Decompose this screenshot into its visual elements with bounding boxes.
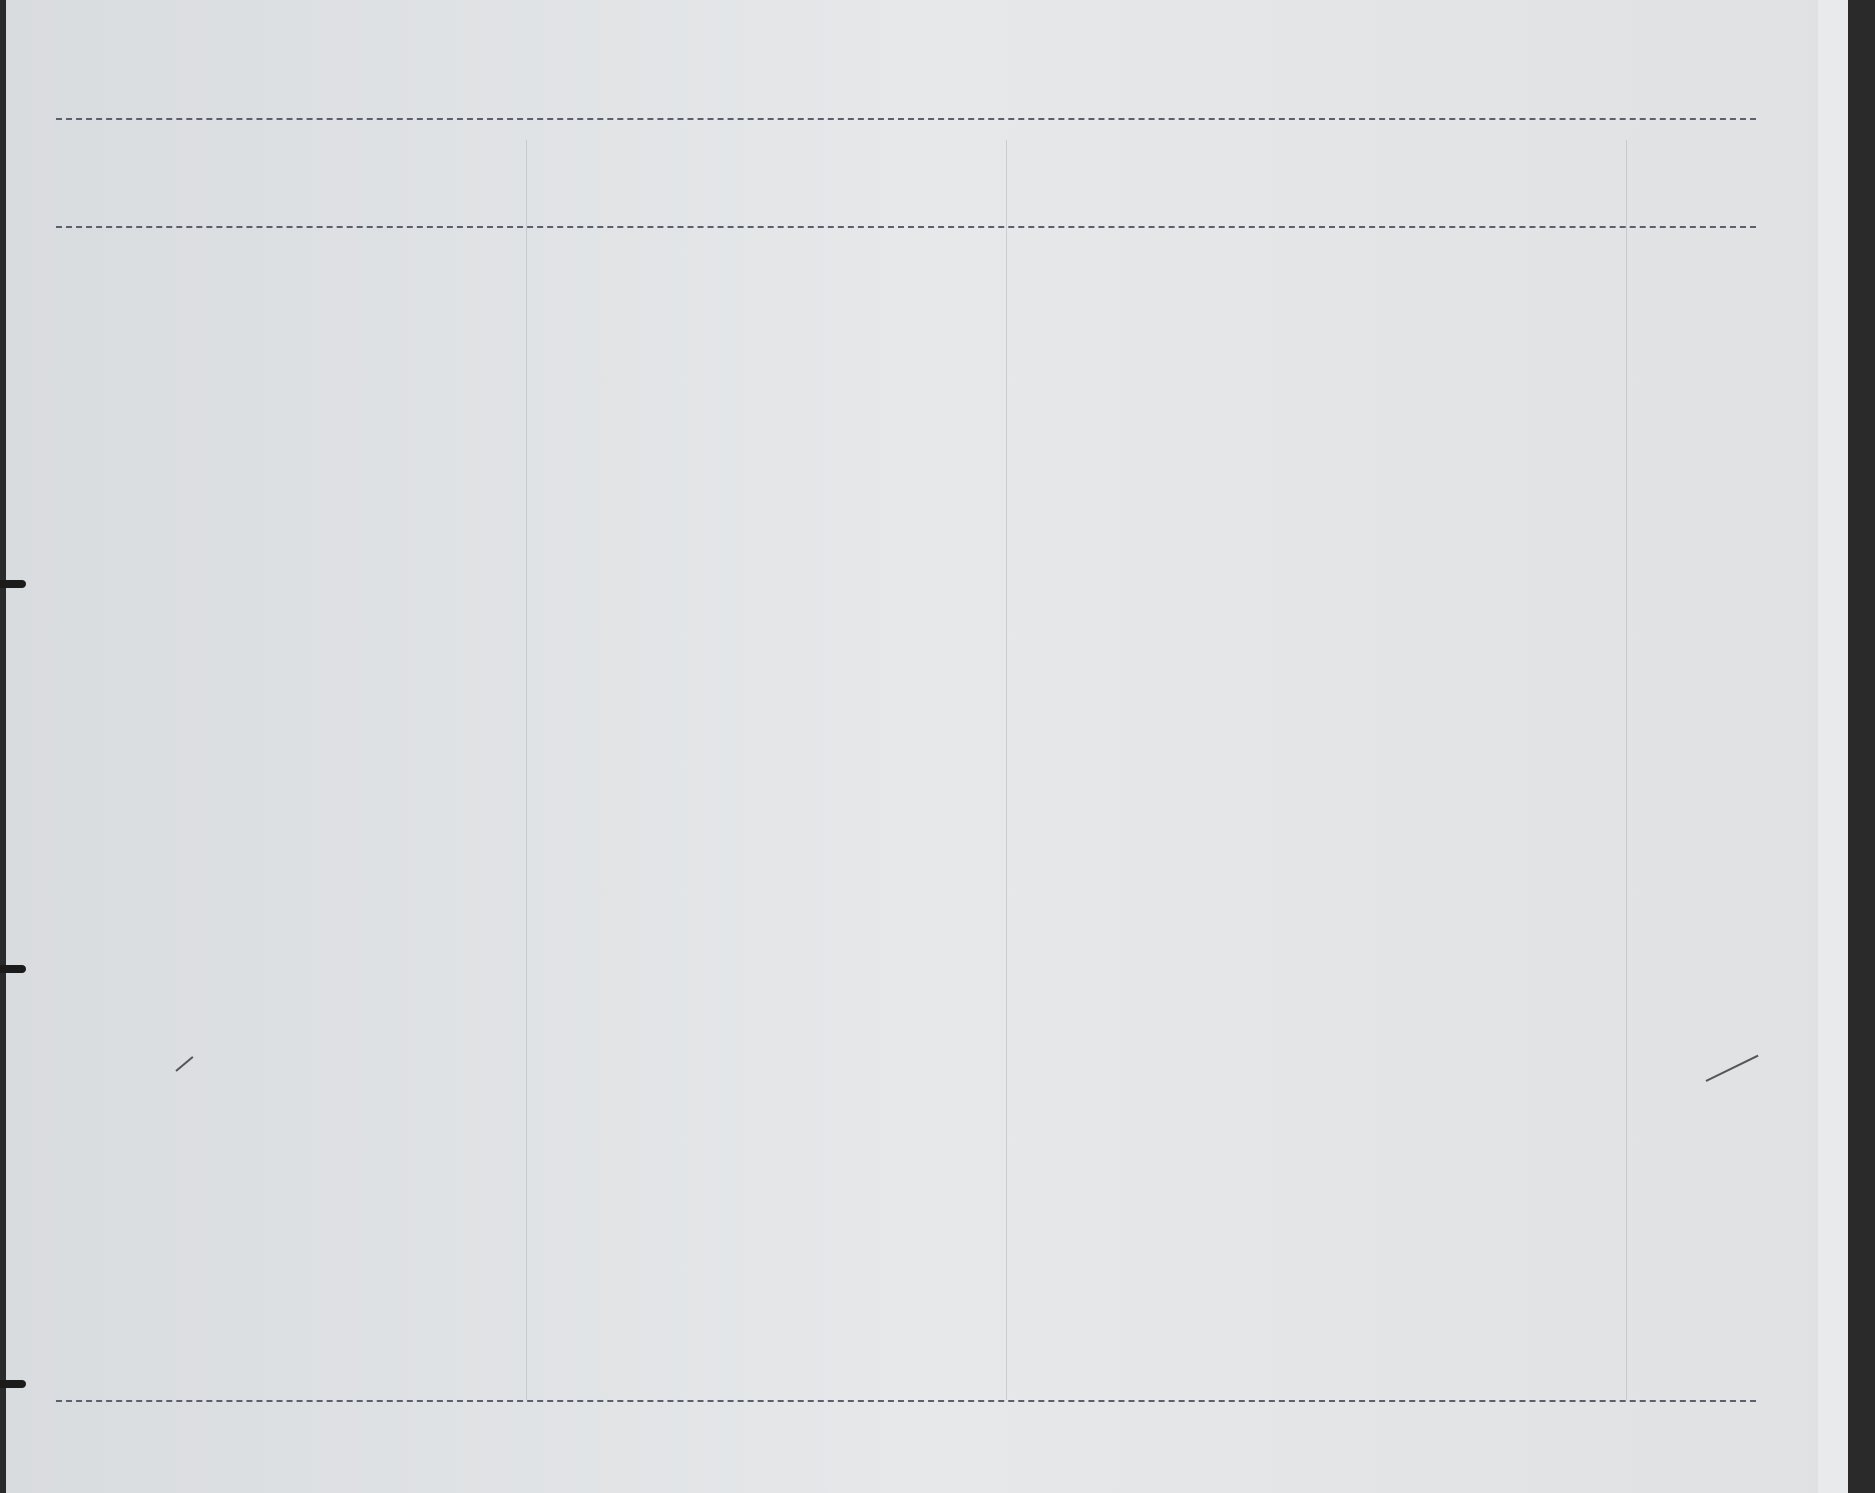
binder-ring xyxy=(0,580,26,588)
binder-ring xyxy=(0,1380,26,1388)
footer-rule xyxy=(56,1400,1756,1402)
binder-ring xyxy=(0,965,26,973)
header-rule xyxy=(56,118,1756,120)
tabulation-register-sheet xyxy=(6,0,1848,1493)
pen-tick-mark xyxy=(1706,1055,1759,1082)
tractor-feed-strip xyxy=(1818,0,1848,1493)
column-rule xyxy=(526,140,527,1400)
pen-tick-mark xyxy=(175,1056,193,1072)
column-rule xyxy=(1626,140,1627,1400)
columns-rule xyxy=(56,226,1756,228)
column-rule xyxy=(1006,140,1007,1400)
